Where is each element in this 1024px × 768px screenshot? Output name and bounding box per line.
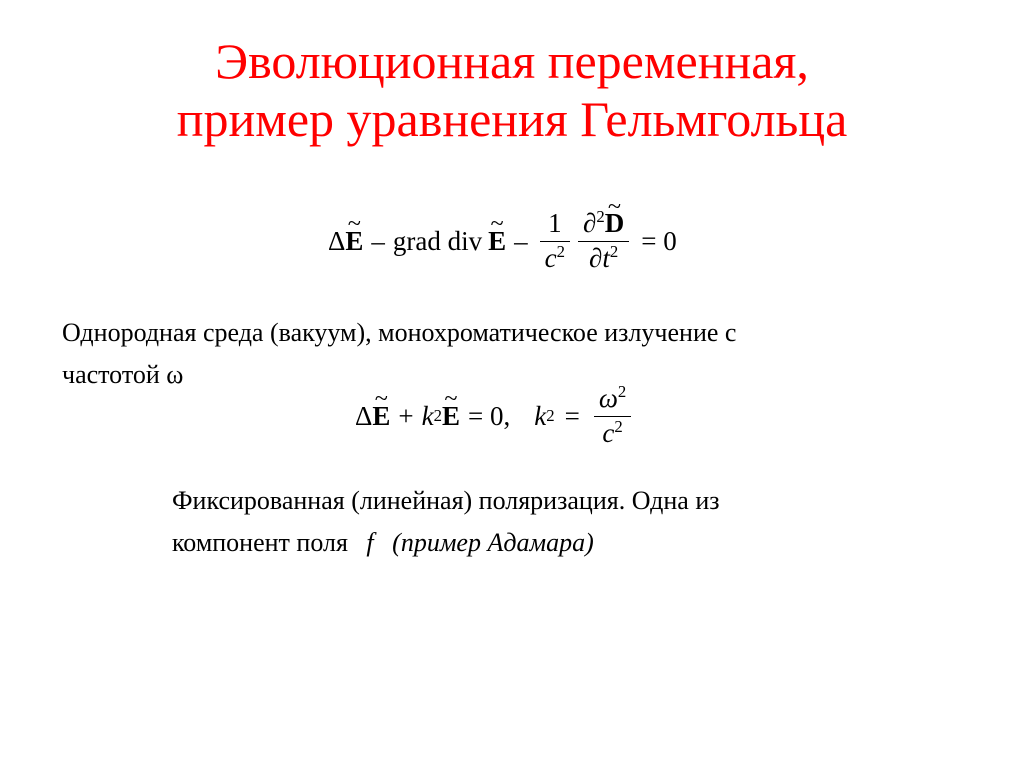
wavenumber-k: k	[421, 400, 434, 431]
helmholtz-equation	[355, 376, 675, 456]
field-component-f: f	[366, 528, 374, 557]
minus-sign-2: –	[514, 225, 528, 256]
k-exponent: 2	[433, 406, 442, 425]
fraction-denominator: $c^2$	[544, 241, 565, 273]
plus-sign: +	[398, 400, 414, 431]
grad-div-operator: grad div	[392, 225, 483, 256]
paragraph2-text-a: компонент поля	[172, 528, 348, 557]
fraction-omega-over-c	[594, 382, 631, 451]
paragraph2-line2	[172, 522, 932, 564]
field-e-tilde-3: ~ E	[372, 401, 390, 432]
wave-equation	[328, 196, 728, 286]
field-e-tilde-4: ~ E	[442, 401, 460, 432]
k2-exponent: 2	[546, 406, 555, 425]
title-line-2: пример уравнения Гельмгольца	[176, 91, 848, 147]
paragraph2-text-b: (пример Адамара)	[392, 528, 594, 557]
fraction-one-over-c2	[540, 207, 570, 276]
paragraph2-line1: Фиксированная (линейная) поляризация. Одна из	[172, 486, 720, 515]
equals-zero: = 0	[641, 225, 677, 256]
field-e-tilde-2: ~ E	[488, 226, 506, 257]
paragraph-polarization	[172, 480, 932, 564]
laplacian-symbol-2: Δ	[355, 400, 373, 431]
derivative-denominator: $\partial t^2$	[588, 241, 619, 273]
equals-zero-2: = 0,	[468, 400, 511, 431]
paragraph1-line2: частотой ω	[62, 360, 184, 389]
derivative-numerator: ∂$^2$~ D	[578, 207, 629, 241]
minus-sign: –	[371, 225, 385, 256]
paragraph1-line1: Однородная среда (вакуум), монохроматическое излучение с	[62, 318, 737, 347]
equals-sign: =	[564, 400, 580, 431]
field-e-tilde: ~ E	[345, 226, 363, 257]
fraction-second-derivative	[578, 207, 629, 276]
slide-title	[0, 32, 1024, 148]
title-line-1: Эволюционная переменная,	[215, 33, 809, 89]
omega-squared: $\omega^2$	[598, 381, 627, 413]
wavenumber-k-2: k	[534, 400, 547, 431]
laplacian-symbol: Δ	[328, 225, 346, 256]
fraction-numerator: 1	[548, 207, 562, 238]
c-squared: $c^2$	[602, 416, 623, 448]
